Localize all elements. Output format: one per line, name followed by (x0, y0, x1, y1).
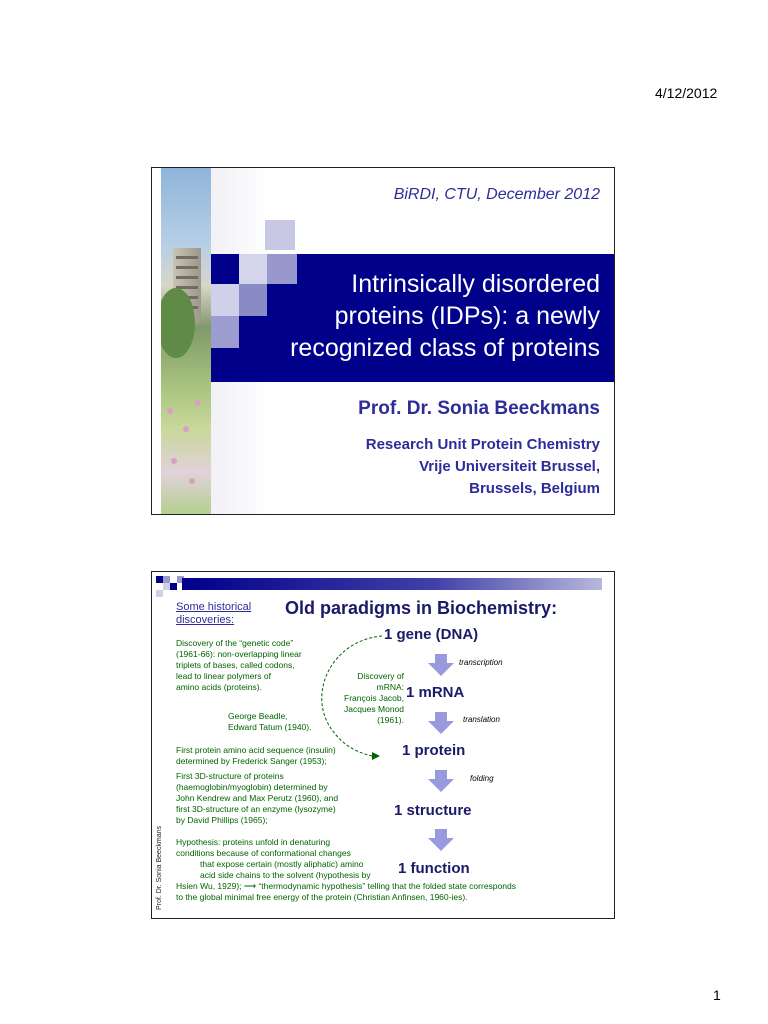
process-translation: translation (463, 715, 500, 724)
note-hypothesis (176, 837, 516, 903)
note-text: “thermodynamic hypothesis” telling that the folded state corresponds (258, 881, 516, 891)
slide-title: Old paradigms in Biochemistry: (285, 598, 558, 618)
note-line: first 3D-structure of an enzyme (lysozyme) (176, 804, 336, 814)
affiliation-line: Brussels, Belgium (469, 480, 600, 497)
title-slide (151, 167, 615, 515)
note-line: (1961). (377, 715, 404, 725)
down-arrow-icon (428, 654, 454, 676)
vertical-label-text: Prof. Dr. Sonia Beeckmans (156, 825, 163, 910)
note-sanger (176, 745, 336, 767)
deco-square (211, 316, 239, 348)
affiliation-line: Vrije Universiteit Brussel, (419, 458, 600, 475)
right-arrow-icon: ⟶ (243, 881, 257, 891)
historical-label: Some historical discoveries: (176, 601, 252, 626)
page-date: 4/12/2012 (655, 85, 718, 101)
note-text: Hsien Wu, 1929); (176, 881, 242, 891)
deco-square (156, 590, 163, 597)
deco-square (170, 583, 177, 590)
deco-square (265, 220, 295, 250)
note-line: conditions because of conformational changes (176, 848, 351, 858)
note-line: Discovery of (357, 671, 404, 681)
note-kendrew (176, 771, 338, 826)
author-name: Prof. Dr. Sonia Beeckmans (358, 398, 600, 419)
note-line: amino acids (proteins). (176, 682, 262, 692)
affiliation-line: Research Unit Protein Chemistry (365, 436, 600, 453)
note-genetic-code (176, 638, 336, 693)
step-mrna: 1 mRNA (406, 684, 465, 701)
note-line: First 3D-structure of proteins (176, 771, 284, 781)
note-line: to the global minimal free energy of the protein (Christian Anfinsen, 1960-ies). (176, 892, 468, 902)
paradigms-slide (151, 571, 615, 919)
note-line: Discovery of the “genetic code” (176, 638, 294, 648)
vertical-author-label (156, 802, 168, 912)
slide-title (242, 268, 600, 364)
affiliation (366, 434, 600, 500)
deco-square (163, 576, 170, 583)
title-line: recognized class of proteins (290, 334, 600, 362)
note-beadle (228, 711, 311, 733)
down-arrow-icon (428, 712, 454, 734)
note-line: George Beadle, (228, 711, 288, 721)
process-folding: folding (470, 774, 494, 783)
deco-square (211, 284, 239, 316)
page-number: 1 (713, 987, 721, 1003)
note-line: lead to linear polymers of (176, 671, 271, 681)
step-protein: 1 protein (402, 742, 466, 759)
note-line: Hypothesis: proteins unfold in denaturing (176, 837, 331, 847)
deco-square (156, 576, 163, 583)
note-line: Jacques Monod (343, 704, 404, 714)
note-line: acid side chains to the solvent (hypothesis by (200, 870, 371, 880)
deco-square (163, 583, 170, 590)
step-structure: 1 structure (394, 802, 472, 819)
step-gene: 1 gene (DNA) (384, 626, 479, 643)
note-line: (1961-66): non-overlapping linear (176, 649, 302, 659)
note-line: Edward Tatum (1940). (228, 722, 312, 732)
note-line: (haemoglobin/myoglobin) determined by (176, 782, 328, 792)
down-arrow-icon (428, 770, 454, 792)
campus-photo (161, 168, 211, 514)
note-line: mRNA: (376, 682, 404, 692)
conference-label: BiRDI, CTU, December 2012 (393, 186, 600, 203)
note-line: John Kendrew and Max Perutz (1960), and (176, 793, 339, 803)
note-line (176, 881, 516, 892)
note-line: First protein amino acid sequence (insulin) (176, 745, 336, 755)
title-line: Intrinsically disordered (351, 270, 600, 298)
process-transcription: transcription (459, 658, 503, 667)
note-line: that expose certain (mostly aliphatic) amino (200, 859, 364, 869)
note-line: François Jacob, (344, 693, 404, 703)
title-line: proteins (IDPs): a newly (334, 302, 600, 330)
note-line: by David Phillips (1965); (176, 815, 268, 825)
note-mrna (328, 671, 404, 726)
header-strip (182, 578, 602, 590)
note-line: determined by Frederick Sanger (1953); (176, 756, 327, 766)
step-function: 1 function (398, 860, 470, 877)
note-line: triplets of bases, called codons, (176, 660, 295, 670)
